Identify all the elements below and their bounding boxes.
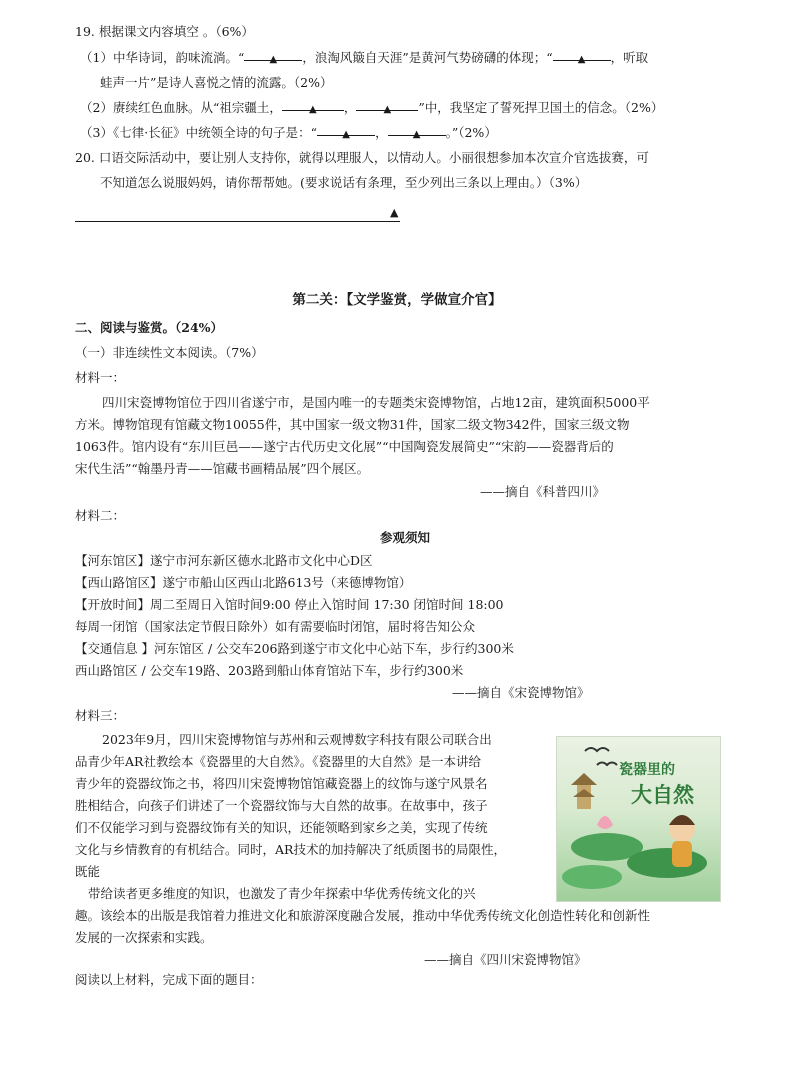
answer-blank[interactable]: ▲ bbox=[282, 96, 344, 111]
material2-label: 材料二： bbox=[75, 508, 126, 523]
material3-source: ——摘自《四川宋瓷博物馆》 bbox=[424, 952, 587, 967]
material2-line: 【河东馆区】遂宁市河东新区德水北路市文化中心D区 bbox=[75, 553, 373, 568]
material3-line: 青少年的瓷器纹饰之书，将四川宋瓷博物馆馆藏瓷器上的纹饰与遂宁风景名 bbox=[75, 776, 488, 791]
material2-source: ——摘自《宋瓷博物馆》 bbox=[452, 685, 590, 700]
material3-line: 文化与乡情教育的有机结合。同时，AR技术的加持解决了纸质图书的局限性， bbox=[75, 842, 506, 857]
material1-source: ——摘自《科普四川》 bbox=[480, 484, 606, 499]
answer-blank[interactable]: ▲ bbox=[317, 121, 375, 136]
material3-line: 品青少年AR社教绘本《瓷器里的大自然》。《瓷器里的大自然》是一本讲给 bbox=[75, 754, 481, 769]
answer-blank[interactable]: ▲ bbox=[388, 121, 446, 136]
section-title: 第二关：【文学鉴赏，学做宣介官】 bbox=[292, 292, 502, 308]
answer-blank[interactable]: ▲ bbox=[356, 96, 418, 111]
material2-line: 【交通信息 】河东馆区 / 公交车206路到遂宁市文化中心站下车，步行约300米 bbox=[75, 641, 514, 656]
q19-part2: （2）赓续红色血脉。从“祖宗疆土， ▲ ， ▲ ”中，我坚定了誓死捍卫国土的信念。（2%） bbox=[80, 98, 663, 118]
material3-line: 发展的一次探索和实践。 bbox=[75, 930, 213, 945]
material3-line: 趣。该绘本的出版是我馆着力推进文化和旅游深度融合发展，推动中华优秀传统文化创造性转化和创新性 bbox=[75, 908, 651, 923]
material1-line: 方米。博物馆现有馆藏文物10055件，其中国家一级文物31件，国家二级文物342件，国家三级文物 bbox=[75, 417, 630, 432]
material3-line: 们不仅能学习到与瓷器纹饰有关的知识，还能领略到家乡之美，实现了传统 bbox=[75, 820, 488, 835]
q19-part3: （3）《七律·长征》中统领全诗的句子是：“ ▲ ， ▲ 。”（2%） bbox=[80, 123, 497, 143]
material3-line: 胜相结合，向孩子们讲述了一个瓷器纹饰与大自然的故事。在故事中，孩子 bbox=[75, 798, 488, 813]
closing-instruction: 阅读以上材料，完成下面的题目： bbox=[75, 972, 263, 987]
sub-heading: （一）非连续性文本阅读。（7%） bbox=[75, 345, 264, 360]
material1-line: 四川宋瓷博物馆位于四川省遂宁市，是国内唯一的专题类宋瓷博物馆，占地12亩，建筑面积5000平 bbox=[102, 395, 650, 410]
book-title-line2: 大自然 bbox=[631, 783, 694, 807]
part-heading: 二、阅读与鉴赏。（24%） bbox=[75, 320, 224, 335]
q20-answer-line[interactable] bbox=[75, 221, 400, 222]
q20-line2: 不知道怎么说服妈妈，请你帮帮她。(要求说话有条理，至少列出三条以上理由。）（3%） bbox=[100, 175, 588, 190]
q19-heading: 19. 根据课文内容填空 。（6%） bbox=[75, 24, 254, 39]
material3-line: 既能 bbox=[75, 864, 101, 879]
book-cover-image bbox=[556, 736, 721, 902]
answer-blank[interactable]: ▲ bbox=[244, 46, 302, 61]
q19-part1-line1: （1）中华诗词，韵味流淌。“ ▲ ，浪淘风簸自天涯”是黄河气势磅礴的体现；“ ▲ ，听取 bbox=[80, 48, 648, 68]
material1-line: 宋代生活”“翰墨丹青——馆藏书画精品展”四个展区。 bbox=[75, 461, 370, 476]
book-title-line1: 瓷器里的 bbox=[619, 762, 675, 778]
material2-line: 【西山路馆区】遂宁市船山区西山北路613号（来德博物馆） bbox=[75, 575, 412, 590]
q19-part1-line2: 蛙声一片”是诗人喜悦之情的流露。（2%） bbox=[100, 75, 333, 90]
material3-line: 2023年9月，四川宋瓷博物馆与苏州和云观博数字科技有限公司联合出 bbox=[102, 732, 492, 747]
material1-label: 材料一： bbox=[75, 370, 126, 385]
q20-answer-mark: ▲ bbox=[390, 206, 399, 219]
material2-title: 参观须知 bbox=[380, 530, 431, 545]
material3-label: 材料三： bbox=[75, 708, 126, 723]
material2-line: 西山路馆区 / 公交车19路、203路到船山体育馆站下车，步行约300米 bbox=[75, 663, 464, 678]
material1-line: 1063件。馆内设有“东川巨邑——遂宁古代历史文化展”“中国陶瓷发展简史”“宋韵——瓷器背后的 bbox=[75, 439, 614, 454]
answer-blank[interactable]: ▲ bbox=[553, 46, 611, 61]
material2-line: 每周一闭馆（国家法定节假日除外）如有需要临时闭馆，届时将告知公众 bbox=[75, 619, 476, 634]
q20-line1: 20. 口语交际活动中，要让别人支持你，就得以理服人，以情动人。小丽很想参加本次宣介官选拔赛，可 bbox=[75, 150, 649, 165]
material3-line: 带给读者更多维度的知识，也激发了青少年探索中华优秀传统文化的兴 bbox=[88, 886, 476, 901]
material2-line: 【开放时间】周二至周日入馆时间9:00 停止入馆时间 17:30 闭馆时间 18:00 bbox=[75, 597, 504, 612]
